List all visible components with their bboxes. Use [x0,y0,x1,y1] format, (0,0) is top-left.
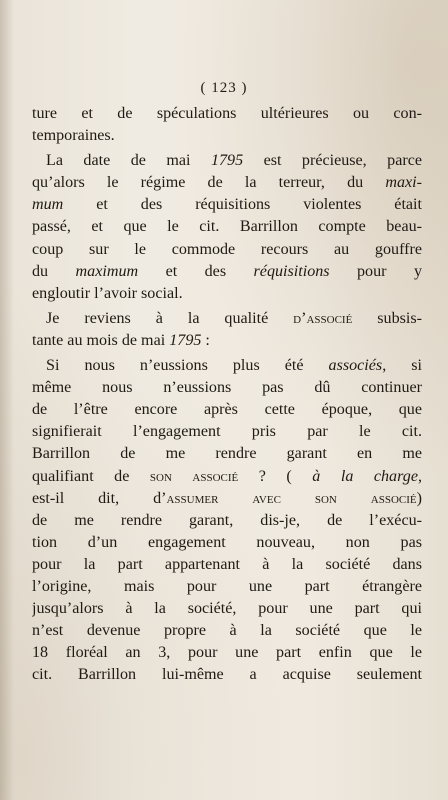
text-line [32,488,422,510]
text-line [32,150,422,172]
italic-run: 1795 [210,152,244,170]
text-run: , [417,467,422,485]
text-line [32,261,422,283]
text-run: pour y [329,262,422,280]
text-run: de me rendre garant, dis-je, de l’exécu- [32,511,422,529]
text-line [32,554,422,576]
text-run: Je reviens à la qualité [46,309,294,327]
text-run: n’est devenue propre à la société que le [32,622,422,640]
text-line [32,443,422,465]
text-line [32,576,422,598]
text-run: et des réquisitions violentes était [63,196,422,214]
text-run: temporaines. [32,127,115,145]
text-line [32,125,422,147]
text-run: ) [416,489,422,507]
text-run: subsis- [352,309,422,327]
text-run: tion d’un engagement nouveau, non pas [32,533,422,551]
text-run: ? ( [238,467,292,485]
text-run: même nous n’eussions pas dû continuer [32,379,422,397]
text-run: qualifiant de [32,467,150,485]
small-caps-run: assumer avec son associé [166,489,417,507]
text-line [32,172,422,194]
text-line [32,377,422,399]
text-run: ture et de spéculations ultérieures ou con- [32,105,422,122]
italic-run: réquisitions [253,262,330,280]
text-run: Si nous n’eussions plus été [46,357,329,375]
text-line [32,239,422,261]
text-line [32,194,422,216]
text-line [32,642,422,664]
text-line [32,664,422,686]
italic-run: maxi- [385,174,422,192]
text-run: de l’être encore après cette époque, que [32,401,422,419]
page-gutter-shadow [0,0,14,800]
italic-run: à la charge [291,467,418,485]
text-line [32,216,422,238]
small-caps-run: d’associé [293,309,353,327]
text-run: du [32,262,76,280]
text-line [32,308,422,330]
text-run: , si [382,357,422,375]
body-text [32,103,422,686]
text-run: signifierait l’engagement pris par le cit. [32,423,422,441]
text-run: et des [138,262,254,280]
text-line [32,620,422,642]
text-run: est précieuse, parce [243,152,422,170]
text-run: pour la part appartenant à la société dans [32,555,422,573]
page-number: ( 123 ) [200,80,248,96]
text-run: passé, et que le cit. Barrillon compte beau- [32,218,422,236]
text-run: cit. Barrillon lui-même a acquise seulement [32,666,422,684]
text-line [32,510,422,532]
text-run: jusqu’alors à la société, pour une part qui [32,600,422,618]
text-line [32,421,422,443]
text-line [32,103,422,125]
italic-run: 1795 [169,331,202,349]
text-line [32,283,422,305]
text-line [32,399,422,421]
text-run: qu’alors le régime de la terreur, du [32,174,386,192]
italic-run: mum [32,196,64,214]
text-line [32,355,422,377]
text-run: Barrillon de me rendre garant en me [32,445,422,463]
italic-run: associés [328,357,383,375]
text-run: est-il dit, d’ [32,489,167,507]
text-line [32,598,422,620]
text-run: La date de mai [46,152,211,170]
text-line [32,532,422,554]
text-run: : [201,331,210,349]
text-line [32,466,422,488]
text-line [32,330,422,352]
text-run: coup sur le commode recours au gouffre [32,240,422,258]
text-run: l’origine, mais pour une part étrangère [32,577,422,595]
italic-run: maximum [75,262,139,280]
text-run: engloutir l’avoir social. [32,284,183,302]
text-run: 18 floréal an 3, pour une part enfin que le [32,644,422,662]
text-run: tante au mois de mai [32,331,170,349]
small-caps-run: son associé [149,467,239,485]
